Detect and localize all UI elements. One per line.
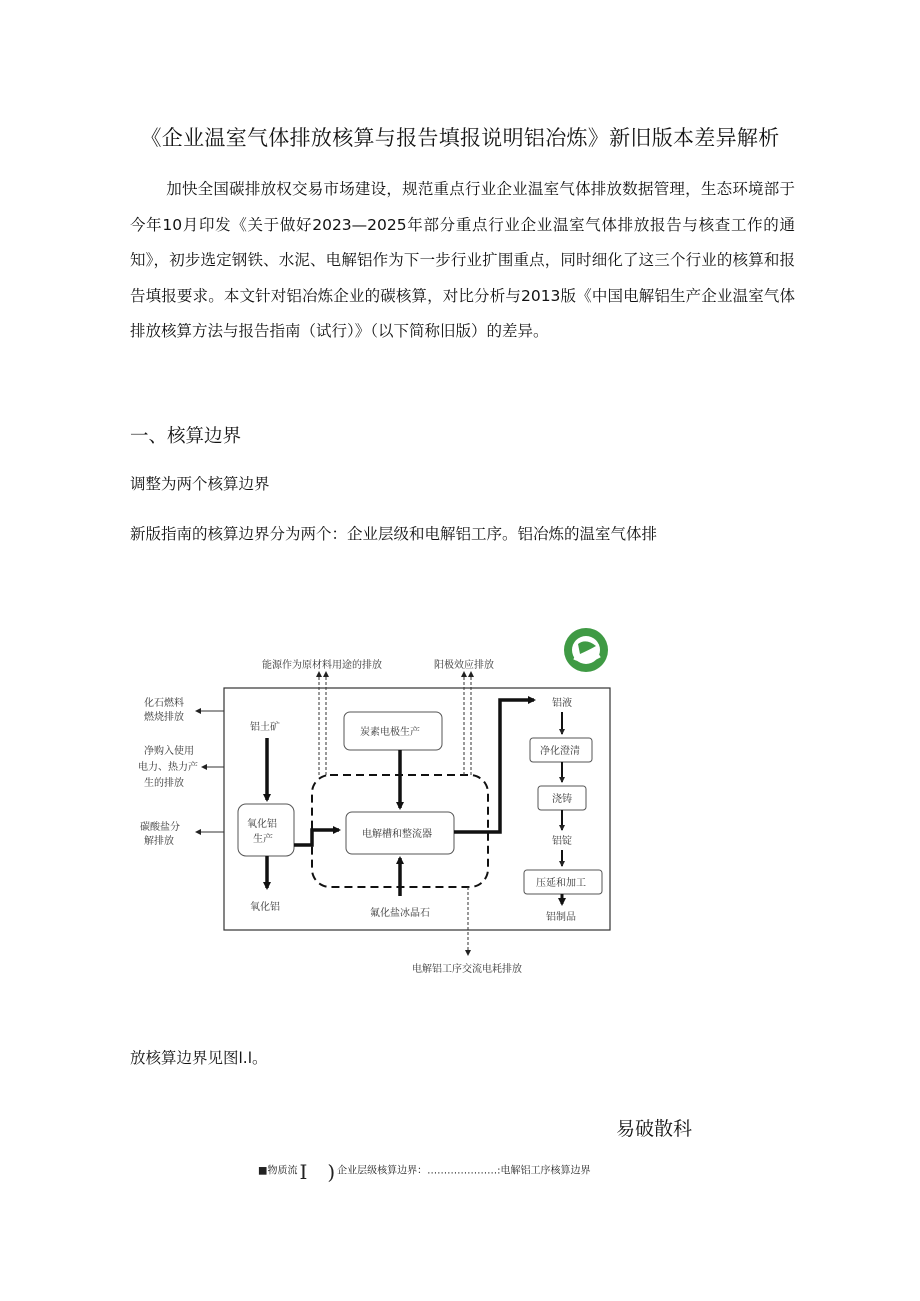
label-carbonate-2: 解排放 (144, 836, 174, 847)
intro-text: 加快全国碳排放权交易市场建设，规范重点行业企业温室气体排放数据管理，生态环境部于今年10月印发《关于做好2023—2025年部分重点行业企业温室气体排放报告与核查工作的通知》，初步选定钢铁、水泥、电解铝作为下一步行业扩围重点，同时细化了这三个行业的核算和报告填报要求。本文针对铝冶炼企业的碳核算，对比分析与2013版《中国电解铝生产企业温室气体排放核算方法与报告指南（试行）》（以下简称旧版）的差异。 (130, 180, 795, 340)
label-power-3: 生的排放 (144, 778, 184, 789)
body-line-1: 新版指南的核算边界分为两个：企业层级和电解铝工序。铝冶炼的温室气体排 (130, 525, 658, 543)
purify-label: 净化澄清 (540, 746, 580, 757)
page-title: 《企业温室气体排放核算与报告填报说明铝冶炼》新旧版本差异解析 (140, 126, 780, 150)
intro-paragraph (130, 172, 795, 350)
section-heading: 一、核算边界 (130, 426, 242, 447)
label-ac-power: 电解铝工序交流电耗排放 (412, 964, 522, 975)
alumina-box-line2: 生产 (253, 834, 273, 845)
label-alumina: 氧化铝 (250, 902, 280, 913)
legend-material-flow: ■物质流 (258, 1165, 298, 1177)
alumina-production-box (238, 804, 294, 856)
body-line-2: 放核算边界见图l.l。 (130, 1049, 268, 1067)
legend-process: :电解铝工序核算边界 (497, 1165, 591, 1177)
label-fossil-2: 燃烧排放 (144, 712, 184, 723)
cell-rectifier-label: 电解槽和整流器 (362, 829, 432, 840)
label-liquid-al: 铝液 (552, 698, 572, 709)
label-bauxite: 铝土矿 (250, 722, 280, 733)
carbon-anode-label: 炭素电极生产 (360, 727, 420, 738)
label-carbonate-1: 碳酸盐分 (140, 822, 180, 833)
diagram-legend (258, 1156, 591, 1185)
label-anode-effect: 阳极效应排放 (434, 660, 494, 671)
casting-label: 浇铸 (552, 794, 572, 805)
subheading: 调整为两个核算边界 (130, 475, 270, 493)
legend-enterprise: 企业层级核算边界： (337, 1165, 428, 1177)
label-fossil-1: 化石燃料 (144, 698, 184, 709)
label-product: 铝制品 (546, 912, 576, 923)
legend-dots: ………………… (427, 1165, 498, 1177)
label-cryolite: 氟化盐冰晶石 (370, 908, 430, 919)
accounting-boundary-diagram (134, 620, 624, 980)
label-ingot: 铝锭 (552, 836, 572, 847)
alumina-box-line1: 氧化铝 (247, 819, 277, 830)
label-power-1: 净购入使用 (144, 746, 194, 757)
brand-text: 易破散科 (616, 1118, 693, 1140)
rolling-label: 压延和加工 (536, 878, 586, 889)
logo-icon (564, 628, 608, 672)
label-power-2: 电力、热力产 (138, 762, 198, 773)
legend-symbol: I ) (299, 1160, 336, 1184)
label-energy-feedstock: 能源作为原材料用途的排放 (262, 660, 382, 671)
